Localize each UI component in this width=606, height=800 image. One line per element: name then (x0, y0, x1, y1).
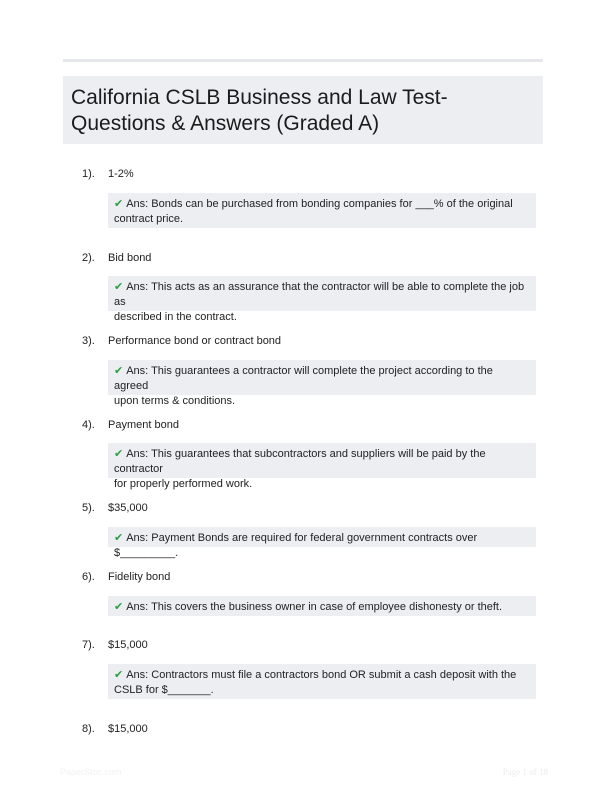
item-number: 8). (82, 723, 95, 735)
item-number: 1). (82, 168, 95, 180)
item-number: 3). (82, 335, 95, 347)
answer-line: for properly performed work. (114, 478, 253, 490)
item-number: 2). (82, 252, 95, 264)
answer-line: upon terms & conditions. (114, 395, 236, 407)
answer-box (108, 527, 536, 559)
answer-line: CSLB for $_______. (114, 684, 214, 696)
question-text: $15,000 (108, 723, 148, 735)
item-number: 4). (82, 419, 95, 431)
question-text: $35,000 (108, 502, 148, 514)
answer-box (108, 664, 536, 699)
checkmark-icon: ✔ (114, 447, 124, 460)
item-number: 5). (82, 502, 95, 514)
answer-line: Ans: Bonds can be purchased from bonding companies for ___% of the original (126, 198, 513, 210)
answer-box (108, 276, 536, 323)
answer-line: Ans: This guarantees that subcontractors and suppliers will be paid by the contractor (114, 448, 486, 475)
question-text: Performance bond or contract bond (108, 335, 282, 347)
answer-line: contract price. (114, 213, 184, 225)
answer-line: Ans: This covers the business owner in case of employee dishonesty or theft. (126, 601, 503, 613)
footer-site-watermark: PaperStoc.com (60, 767, 122, 777)
answer-line: Ans: Payment Bonds are required for federal government contracts over $_________. (114, 532, 478, 559)
checkmark-icon: ✔ (114, 531, 124, 544)
checkmark-icon: ✔ (114, 364, 124, 377)
document-title (71, 85, 535, 137)
answer-box (108, 443, 536, 490)
document-title-line-2: Questions & Answers (Graded A) (71, 112, 380, 135)
question-text: Fidelity bond (108, 571, 171, 583)
title-banner (63, 76, 543, 144)
checkmark-icon: ✔ (114, 280, 124, 293)
answer-line: Ans: This guarantees a contractor will complete the project according to the agreed (114, 365, 493, 392)
item-number: 6). (82, 571, 95, 583)
answer-box (108, 596, 536, 616)
checkmark-icon: ✔ (114, 197, 124, 210)
answer-box (108, 360, 536, 407)
top-divider (63, 59, 543, 62)
document-title-line-1: California CSLB Business and Law Test- (71, 86, 448, 109)
answer-line: Ans: Contractors must file a contractors bond OR submit a cash deposit with the (126, 669, 517, 681)
question-text: Payment bond (108, 419, 179, 431)
answer-line: Ans: This acts as an assurance that the contractor will be able to complete the job as (114, 281, 525, 308)
item-number: 7). (82, 639, 95, 651)
answer-line: described in the contract. (114, 311, 237, 323)
question-text: 1-2% (108, 168, 134, 180)
answer-box (108, 193, 536, 228)
footer-page-number: Page 1 of 18 (502, 767, 548, 777)
question-text: $15,000 (108, 639, 148, 651)
checkmark-icon: ✔ (114, 600, 124, 613)
question-text: Bid bond (108, 252, 152, 264)
checkmark-icon: ✔ (114, 668, 124, 681)
